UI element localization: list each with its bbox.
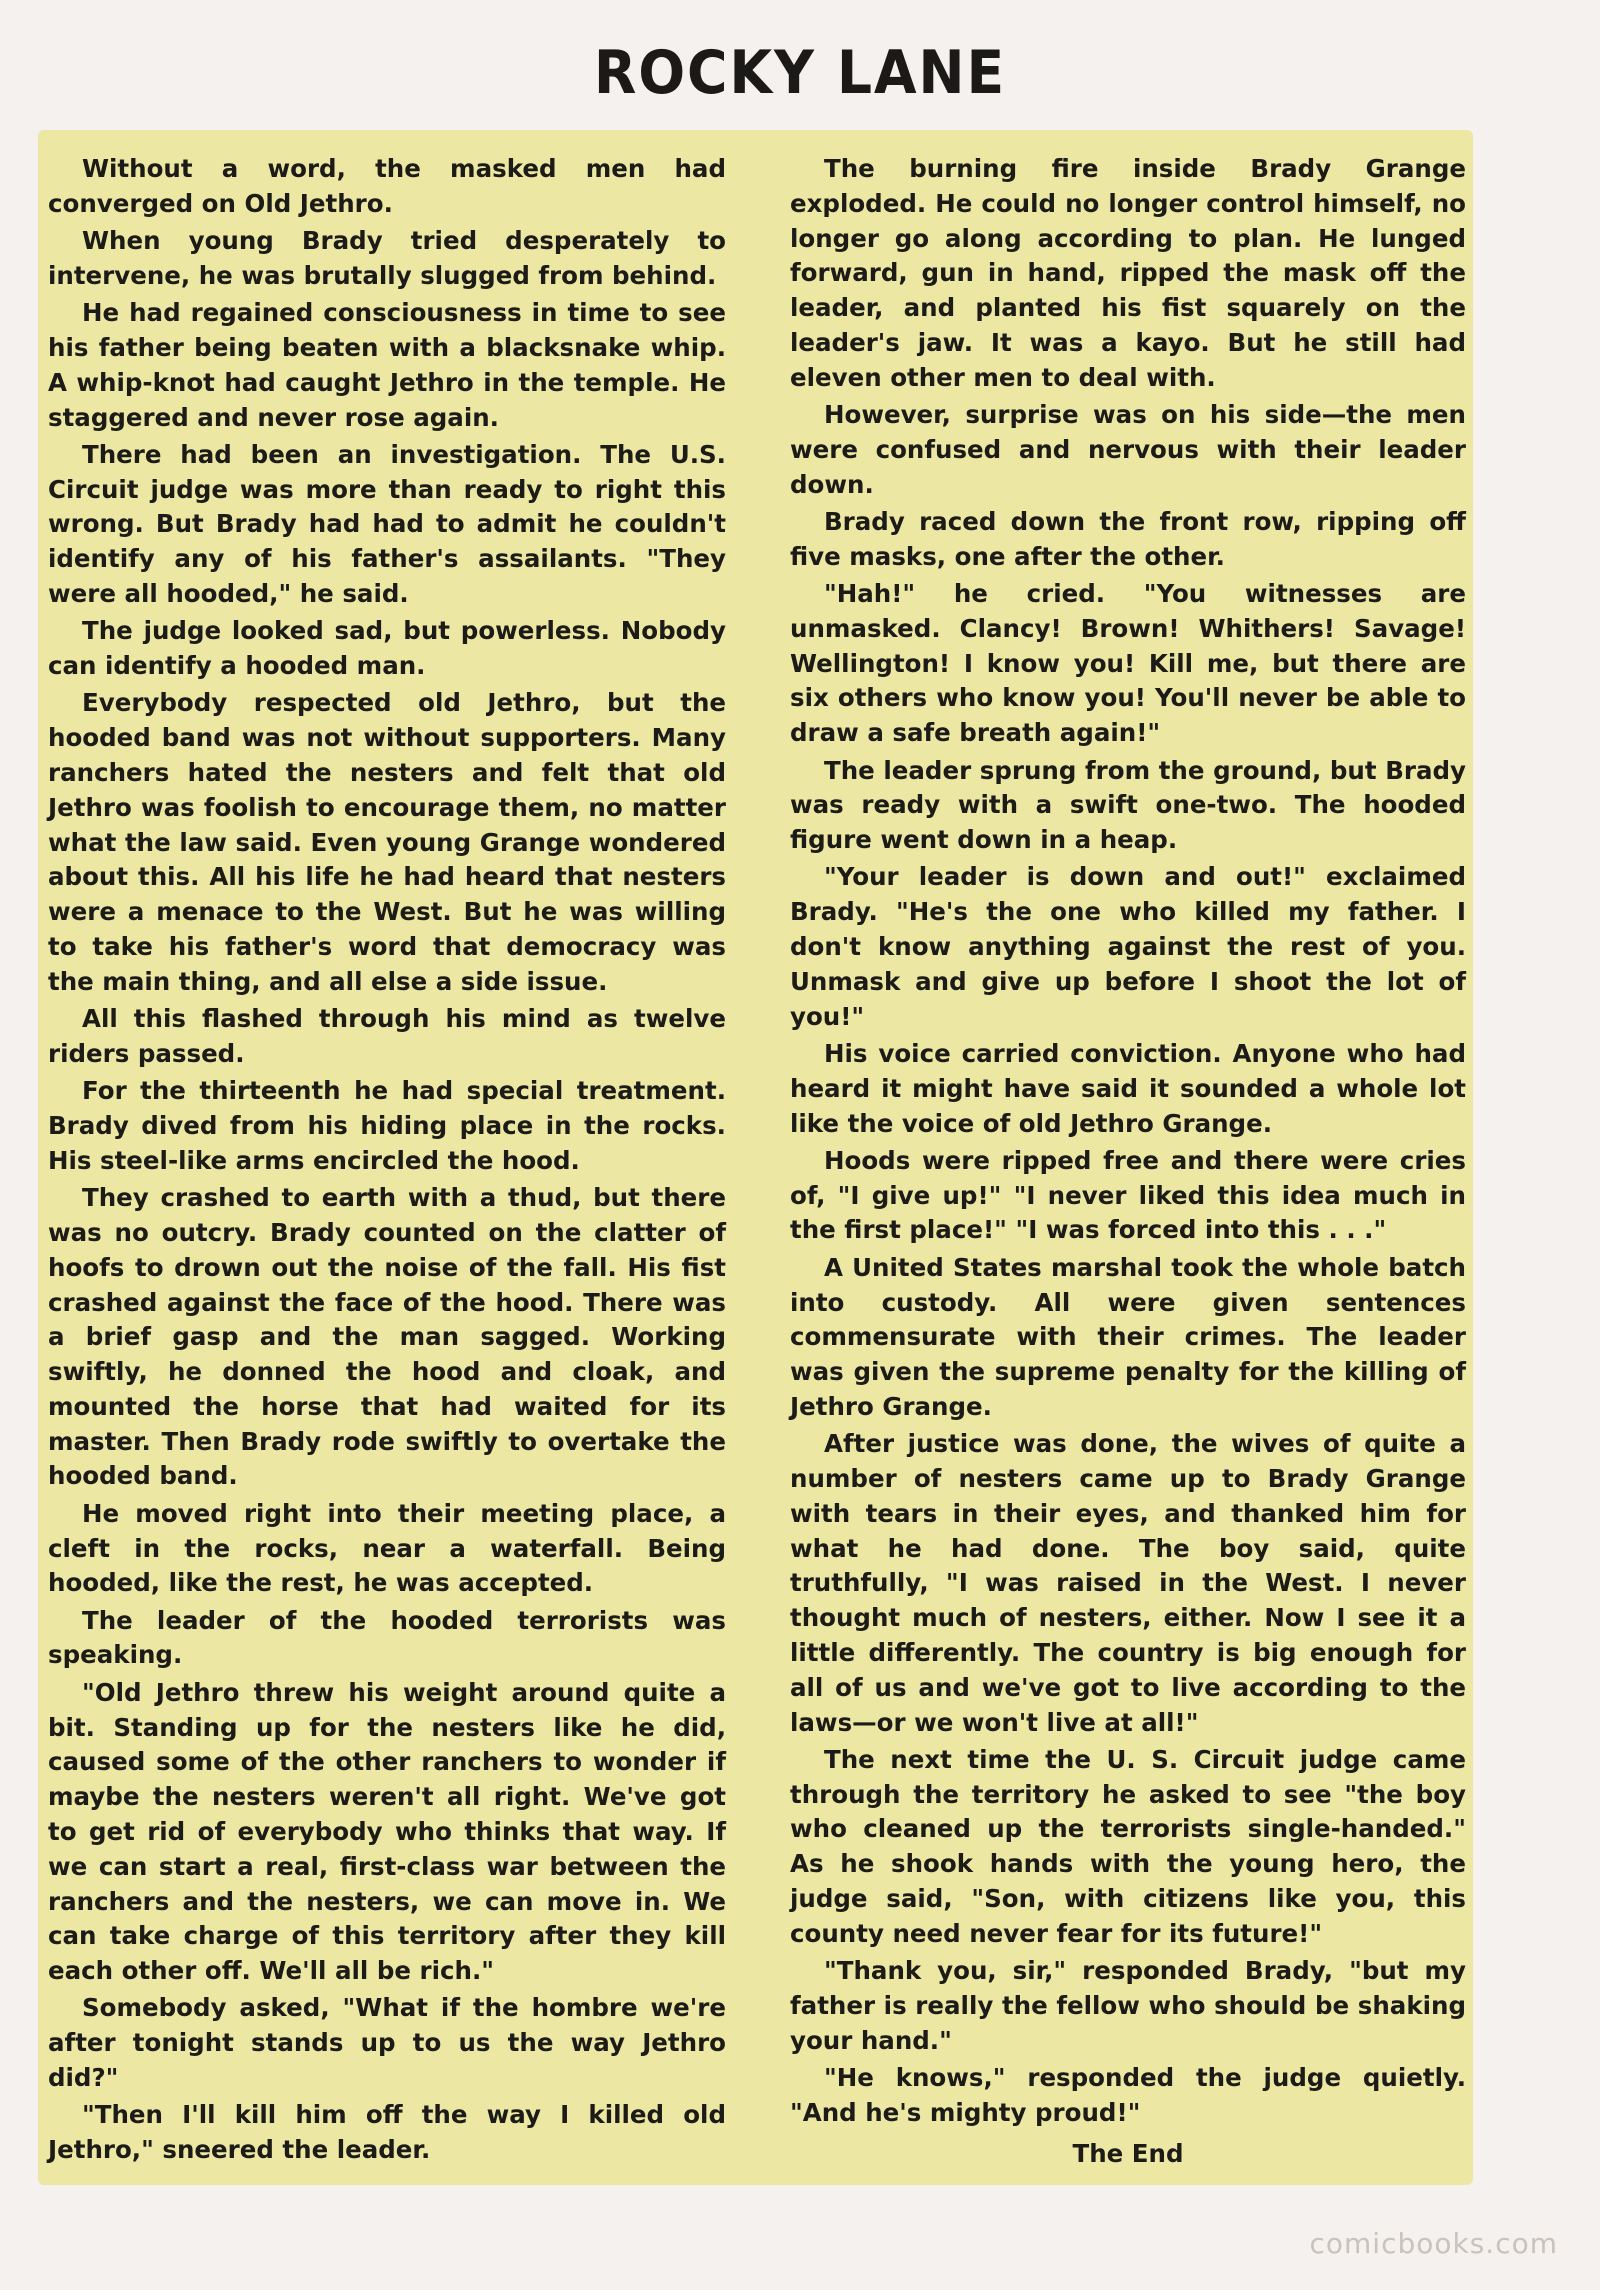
page-header <box>0 38 1600 118</box>
paragraph: They crashed to earth with a thud, but there was no outcry. Brady counted on the clatter of hoofs to drown out the noise of the fall. His fist crashed against the face of the hood. There was a brief gasp and the man sagged. Working swiftly, he donned the hood and cloak, and mounted the horse that had waited for its master. Then Brady rode swiftly to overtake the hooded band. <box>48 1183 726 1491</box>
paragraph: The leader of the hooded terrorists was speaking. <box>48 1605 726 1670</box>
paragraph: The leader sprung from the ground, but Brady was ready with a swift one-two. The hooded figure went down in a heap. <box>790 755 1466 855</box>
paragraph: For the thirteenth he had special treatment. Brady dived from his hiding place in the rocks. His steel-like arms encircled the hood. <box>48 1076 726 1175</box>
story-column-left <box>48 152 726 2170</box>
paragraph: "He knows," responded the judge quietly. "And he's mighty proud!" <box>790 2063 1466 2127</box>
story-column-right <box>790 152 1466 2174</box>
paragraph: Hoods were ripped free and there were cries of, "I give up!" "I never liked this idea much in the first place!" "I was forced into this . . ." <box>790 1145 1466 1245</box>
paragraph: All this flashed through his mind as twelve riders passed. <box>48 1004 726 1068</box>
paragraph: The burning fire inside Brady Grange exploded. He could no longer control himself, no longer go along according to plan. He lunged forward, gun in hand, ripped the mask off the leader, and planted his fist squarely on the leader's jaw. It was a kayo. But he still had eleven other men to deal with. <box>790 154 1466 392</box>
paragraph: The next time the U. S. Circuit judge came through the territory he asked to see "the boy who cleaned up the terrorists single-handed." As he shook hands with the young hero, the judge said, "Son, with citizens like you, this county need never fear for its future!" <box>790 1744 1466 1948</box>
paragraph: Brady raced down the front row, ripping off five masks, one after the other. <box>790 506 1466 571</box>
paragraph: He moved right into their meeting place, a cleft in the rocks, near a waterfall. Being hooded, like the rest, he was accepted. <box>48 1498 726 1598</box>
paragraph: There had been an investigation. The U.S. Circuit judge was more than ready to right this wrong. But Brady had had to admit he couldn't identify any of his father's assailants. "They were all hooded," he said. <box>48 439 726 609</box>
paragraph: A United States marshal took the whole batch into custody. All were given sentences commensurate with their crimes. The leader was given the supreme penalty for the killing of Jethro Grange. <box>790 1252 1466 1421</box>
paragraph: When young Brady tried desperately to intervene, he was brutally slugged from behind. <box>48 226 726 290</box>
paragraph: "Hah!" he cried. "You witnesses are unmasked. Clancy! Brown! Whithers! Savage! Wellington! I know you! Kill me, but there are six others who know you! You'll never be able to draw a safe breath again!" <box>790 579 1466 748</box>
site-watermark: comicbooks.com <box>1309 2227 1558 2260</box>
paragraph: After justice was done, the wives of quite a number of nesters came up to Brady Grange with tears in their eyes, and thanked him for what he had done. The boy said, quite truthfully, "I was raised in the West. I never thought much of nesters, either. Now I see it a little differently. The country is big enough for all of us and we've got to live according to the laws—or we won't live at all!" <box>790 1429 1466 1737</box>
paragraph: "Old Jethro threw his weight around quite a bit. Standing up for the nesters like he did, caused some of the other ranchers to wonder if maybe the nesters weren't all right. We've got to get rid of everybody who thinks that way. If we can start a real, first-class war between the ranchers and the nesters, we can move in. We can take charge of this territory after they kill each other off. We'll all be rich." <box>48 1677 726 1986</box>
page-title: ROCKY LANE <box>593 38 1007 108</box>
paragraph: The judge looked sad, but powerless. Nobody can identify a hooded man. <box>48 616 726 681</box>
paragraph: "Your leader is down and out!" exclaimed Brady. "He's the one who killed my father. I don't know anything against the rest of you. Unmask and give up before I shoot the lot of you!" <box>790 862 1466 1031</box>
paragraph: Everybody respected old Jethro, but the hooded band was not without supporters. Many ranchers hated the nesters and felt that old Jethro was foolish to encourage them, no matter what the law said. Even young Grange wondered about this. All his life he had heard that nesters were a menace to the West. But he was willing to take his father's word that democracy was the main thing, and all else a side issue. <box>48 688 726 996</box>
paragraph: Somebody asked, "What if the hombre we're after tonight stands up to us the way Jethro did?" <box>48 1993 726 2093</box>
paragraph: However, surprise was on his side—the men were confused and nervous with their leader down. <box>790 400 1466 499</box>
paragraph: His voice carried conviction. Anyone who had heard it might have said it sounded a whole lot like the voice of old Jethro Grange. <box>790 1038 1466 1138</box>
paragraph: Without a word, the masked men had converged on Old Jethro. <box>48 154 726 218</box>
paragraph: "Then I'll kill him off the way I killed old Jethro," sneered the leader. <box>48 2100 726 2165</box>
paragraph: He had regained consciousness in time to see his father being beaten with a blacksnake whip. A whip-knot had caught Jethro in the temple. He staggered and never rose again. <box>48 298 726 432</box>
the-end-label: The End <box>1072 2138 1184 2168</box>
paragraph: "Thank you, sir," responded Brady, "but my father is really the fellow who should be shaking your hand." <box>790 1956 1466 2055</box>
